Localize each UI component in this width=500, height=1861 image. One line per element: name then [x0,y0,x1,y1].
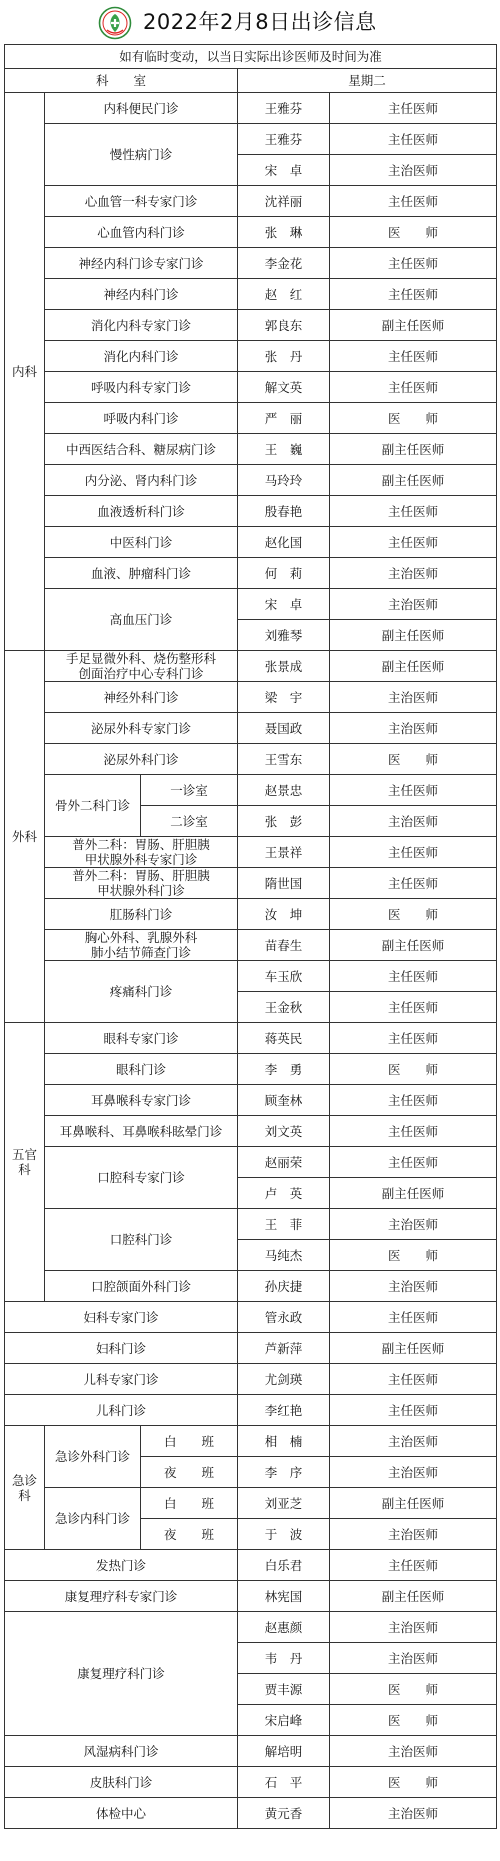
doctor-name: 马玲玲 [238,465,330,496]
doctor-name: 贾丰源 [238,1674,330,1705]
doctor-name: 马纯杰 [238,1240,330,1271]
doctor-name: 张 丹 [238,341,330,372]
clinic-name: 耳鼻喉科、耳鼻喉科眩晕门诊 [45,1116,238,1147]
doctor-name: 赵丽荣 [238,1147,330,1178]
doctor-title: 医 师 [330,217,497,248]
doctor-title: 主治医师 [330,1426,497,1457]
table-row [5,589,497,620]
doctor-title: 主任医师 [330,372,497,403]
clinic-name: 中医科门诊 [45,527,238,558]
clinic-name: 口腔科专家门诊 [45,1147,238,1209]
table-row [5,775,497,806]
doctor-title: 主任医师 [330,1085,497,1116]
doctor-title: 主任医师 [330,496,497,527]
doctor-name: 赵惠颜 [238,1612,330,1643]
doctor-title: 副主任医师 [330,1178,497,1209]
table-row [5,1085,497,1116]
doctor-title: 副主任医师 [330,651,497,682]
doctor-name: 王金秋 [238,992,330,1023]
doctor-title: 主治医师 [330,1209,497,1240]
doctor-name: 李金花 [238,248,330,279]
doctor-name: 孙庆捷 [238,1271,330,1302]
table-row [5,1426,497,1457]
clinic-name: 普外二科：胃肠、肝胆胰 甲状腺外科门诊 [45,868,238,899]
table-row [5,310,497,341]
doctor-title: 主治医师 [330,589,497,620]
clinic-name: 儿科门诊 [5,1395,238,1426]
table-row [5,372,497,403]
clinic-name: 高血压门诊 [45,589,238,651]
doctor-title: 医 师 [330,1705,497,1736]
table-row [5,1488,497,1519]
table-row [5,558,497,589]
doctor-name: 张 琳 [238,217,330,248]
clinic-name: 妇科专家门诊 [5,1302,238,1333]
doctor-name: 郭良东 [238,310,330,341]
table-row [5,713,497,744]
doctor-name: 王雪东 [238,744,330,775]
doctor-name: 解文英 [238,372,330,403]
clinic-session: 夜 班 [141,1457,238,1488]
doctor-title: 主治医师 [330,558,497,589]
table-row [5,341,497,372]
clinic-name: 内科便民门诊 [45,93,238,124]
doctor-name: 王 菲 [238,1209,330,1240]
table-row [5,1054,497,1085]
table-row [5,1302,497,1333]
clinic-name: 心血管内科门诊 [45,217,238,248]
clinic-name: 眼科专家门诊 [45,1023,238,1054]
hospital-logo-icon [98,6,132,40]
table-row [5,899,497,930]
clinic-session: 白 班 [141,1488,238,1519]
doctor-name: 刘文英 [238,1116,330,1147]
table-row [5,1736,497,1767]
doctor-title: 主任医师 [330,868,497,899]
doctor-title: 主任医师 [330,527,497,558]
doctor-title: 主治医师 [330,713,497,744]
clinic-name: 慢性病门诊 [45,124,238,186]
doctor-name: 张景成 [238,651,330,682]
notice-text: 如有临时变动，以当日实际出诊医师及时间为准 [5,45,497,69]
table-row [5,682,497,713]
doctor-title: 主治医师 [330,682,497,713]
doctor-title: 主任医师 [330,837,497,868]
doctor-name: 蒋英民 [238,1023,330,1054]
doctor-title: 副主任医师 [330,310,497,341]
doctor-title: 主任医师 [330,1116,497,1147]
doctor-title: 主治医师 [330,1643,497,1674]
table-row [5,1364,497,1395]
clinic-name: 疼痛科门诊 [45,961,238,1023]
doctor-name: 顾奎林 [238,1085,330,1116]
doctor-title: 主任医师 [330,93,497,124]
clinic-session: 夜 班 [141,1519,238,1550]
doctor-name: 石 平 [238,1767,330,1798]
table-row [5,1147,497,1178]
table-row [5,1767,497,1798]
table-row [5,124,497,155]
doctor-title: 副主任医师 [330,620,497,651]
doctor-title: 主治医师 [330,806,497,837]
doctor-title: 医 师 [330,403,497,434]
table-row [5,1333,497,1364]
clinic-name: 皮肤科门诊 [5,1767,238,1798]
clinic-name: 血液透析科门诊 [45,496,238,527]
doctor-title: 医 师 [330,1054,497,1085]
doctor-title: 主任医师 [330,1147,497,1178]
doctor-name: 刘雅琴 [238,620,330,651]
header-dept: 科 室 [5,69,238,93]
table-row [5,1023,497,1054]
clinic-name: 消化内科专家门诊 [45,310,238,341]
table-row [5,496,497,527]
doctor-name: 李红艳 [238,1395,330,1426]
doctor-name: 聂国政 [238,713,330,744]
doctor-title: 副主任医师 [330,1581,497,1612]
doctor-title: 主任医师 [330,1395,497,1426]
doctor-name: 宋 卓 [238,155,330,186]
doctor-name: 殷春艳 [238,496,330,527]
doctor-title: 主任医师 [330,775,497,806]
doctor-title: 副主任医师 [330,434,497,465]
doctor-name: 韦 丹 [238,1643,330,1674]
page-header [0,0,500,44]
table-row [5,279,497,310]
table-row [5,217,497,248]
doctor-title: 主治医师 [330,1612,497,1643]
doctor-title: 副主任医师 [330,930,497,961]
doctor-title: 主治医师 [330,1519,497,1550]
header-day: 星期二 [238,69,497,93]
doctor-name: 隋世国 [238,868,330,899]
table-row [5,961,497,992]
clinic-name: 儿科专家门诊 [5,1364,238,1395]
doctor-title: 主治医师 [330,1457,497,1488]
doctor-name: 赵 红 [238,279,330,310]
group-surgery: 外科 [5,651,45,1023]
doctor-name: 王雅芬 [238,124,330,155]
clinic-name: 手足显微外科、烧伤整形科 创面治疗中心专科门诊 [45,651,238,682]
table-row [5,1581,497,1612]
table-row [5,837,497,868]
clinic-name: 呼吸内科门诊 [45,403,238,434]
clinic-name: 骨外二科门诊 [45,775,141,837]
doctor-title: 主任医师 [330,248,497,279]
clinic-name: 泌尿外科门诊 [45,744,238,775]
doctor-name: 宋 卓 [238,589,330,620]
table-row [5,1798,497,1829]
clinic-name: 发热门诊 [5,1550,238,1581]
doctor-name: 管永政 [238,1302,330,1333]
group-internal: 内科 [5,93,45,651]
table-row [5,868,497,899]
doctor-name: 刘亚芝 [238,1488,330,1519]
table-row [5,434,497,465]
doctor-name: 相 楠 [238,1426,330,1457]
doctor-title: 主任医师 [330,124,497,155]
clinic-name: 心血管一科专家门诊 [45,186,238,217]
doctor-name: 严 丽 [238,403,330,434]
doctor-title: 主治医师 [330,155,497,186]
table-row [5,1550,497,1581]
doctor-name: 赵化国 [238,527,330,558]
clinic-name: 眼科门诊 [45,1054,238,1085]
table-row [5,1209,497,1240]
clinic-name: 中西医结合科、糖尿病门诊 [45,434,238,465]
table-row [5,93,497,124]
doctor-name: 尤剑瑛 [238,1364,330,1395]
doctor-title: 副主任医师 [330,1488,497,1519]
table-row [5,248,497,279]
doctor-title: 主任医师 [330,341,497,372]
clinic-name: 风湿病科门诊 [5,1736,238,1767]
table-row [5,1612,497,1643]
clinic-name: 康复理疗科门诊 [5,1612,238,1736]
clinic-session: 一诊室 [141,775,238,806]
doctor-title: 主任医师 [330,279,497,310]
clinic-name: 血液、肿瘤科门诊 [45,558,238,589]
doctor-title: 医 师 [330,899,497,930]
table-row [5,651,497,682]
table-row [5,465,497,496]
doctor-name: 张 彭 [238,806,330,837]
doctor-name: 苗春生 [238,930,330,961]
doctor-title: 主治医师 [330,1736,497,1767]
doctor-title: 主治医师 [330,1798,497,1829]
clinic-session: 白 班 [141,1426,238,1457]
clinic-name: 内分泌、肾内科门诊 [45,465,238,496]
doctor-name: 汝 坤 [238,899,330,930]
clinic-name: 口腔科门诊 [45,1209,238,1271]
clinic-name: 急诊外科门诊 [45,1426,141,1488]
table-row [5,1116,497,1147]
clinic-name: 普外二科：胃肠、肝胆胰 甲状腺外科专家门诊 [45,837,238,868]
doctor-title: 主任医师 [330,186,497,217]
clinic-name: 康复理疗科专家门诊 [5,1581,238,1612]
doctor-name: 李 序 [238,1457,330,1488]
clinic-name: 妇科门诊 [5,1333,238,1364]
doctor-name: 何 莉 [238,558,330,589]
doctor-name: 解培明 [238,1736,330,1767]
doctor-title: 主任医师 [330,1023,497,1054]
doctor-name: 芦新萍 [238,1333,330,1364]
notice-row [5,45,497,69]
doctor-name: 沈祥丽 [238,186,330,217]
doctor-name: 宋启峰 [238,1705,330,1736]
doctor-name: 车玉欣 [238,961,330,992]
doctor-name: 林宪国 [238,1581,330,1612]
table-row [5,186,497,217]
table-row [5,403,497,434]
doctor-title: 副主任医师 [330,465,497,496]
group-ent: 五官科 [5,1023,45,1302]
clinic-name: 消化内科门诊 [45,341,238,372]
doctor-name: 王 巍 [238,434,330,465]
schedule-table [4,44,497,1829]
doctor-title: 医 师 [330,1240,497,1271]
header-row [5,69,497,93]
clinic-name: 急诊内科门诊 [45,1488,141,1550]
doctor-name: 卢 英 [238,1178,330,1209]
table-row [5,527,497,558]
clinic-name: 神经内科门诊专家门诊 [45,248,238,279]
doctor-name: 白乐君 [238,1550,330,1581]
doctor-title: 主任医师 [330,992,497,1023]
clinic-name: 口腔颌面外科门诊 [45,1271,238,1302]
clinic-name: 神经内科门诊 [45,279,238,310]
doctor-name: 梁 宇 [238,682,330,713]
clinic-name: 神经外科门诊 [45,682,238,713]
clinic-name: 肛肠科门诊 [45,899,238,930]
doctor-name: 赵景忠 [238,775,330,806]
table-row [5,1271,497,1302]
doctor-name: 王雅芬 [238,93,330,124]
clinic-name: 胸心外科、乳腺外科 肺小结节筛查门诊 [45,930,238,961]
table-row [5,930,497,961]
doctor-title: 主任医师 [330,1302,497,1333]
doctor-title: 医 师 [330,744,497,775]
table-row [5,1395,497,1426]
clinic-name: 体检中心 [5,1798,238,1829]
doctor-title: 主任医师 [330,1364,497,1395]
doctor-name: 王景祥 [238,837,330,868]
clinic-name: 泌尿外科专家门诊 [45,713,238,744]
table-row [5,744,497,775]
schedule-body [5,45,497,1829]
doctor-name: 于 波 [238,1519,330,1550]
doctor-title: 主任医师 [330,961,497,992]
clinic-name: 耳鼻喉科专家门诊 [45,1085,238,1116]
doctor-title: 主治医师 [330,1271,497,1302]
doctor-title: 医 师 [330,1767,497,1798]
group-emergency: 急诊科 [5,1426,45,1550]
doctor-title: 主任医师 [330,1550,497,1581]
doctor-title: 副主任医师 [330,1333,497,1364]
doctor-name: 黄元香 [238,1798,330,1829]
clinic-name: 呼吸内科专家门诊 [45,372,238,403]
doctor-title: 医 师 [330,1674,497,1705]
doctor-name: 李 勇 [238,1054,330,1085]
page-title: 2022年2月8日出诊信息 [143,10,377,34]
clinic-session: 二诊室 [141,806,238,837]
